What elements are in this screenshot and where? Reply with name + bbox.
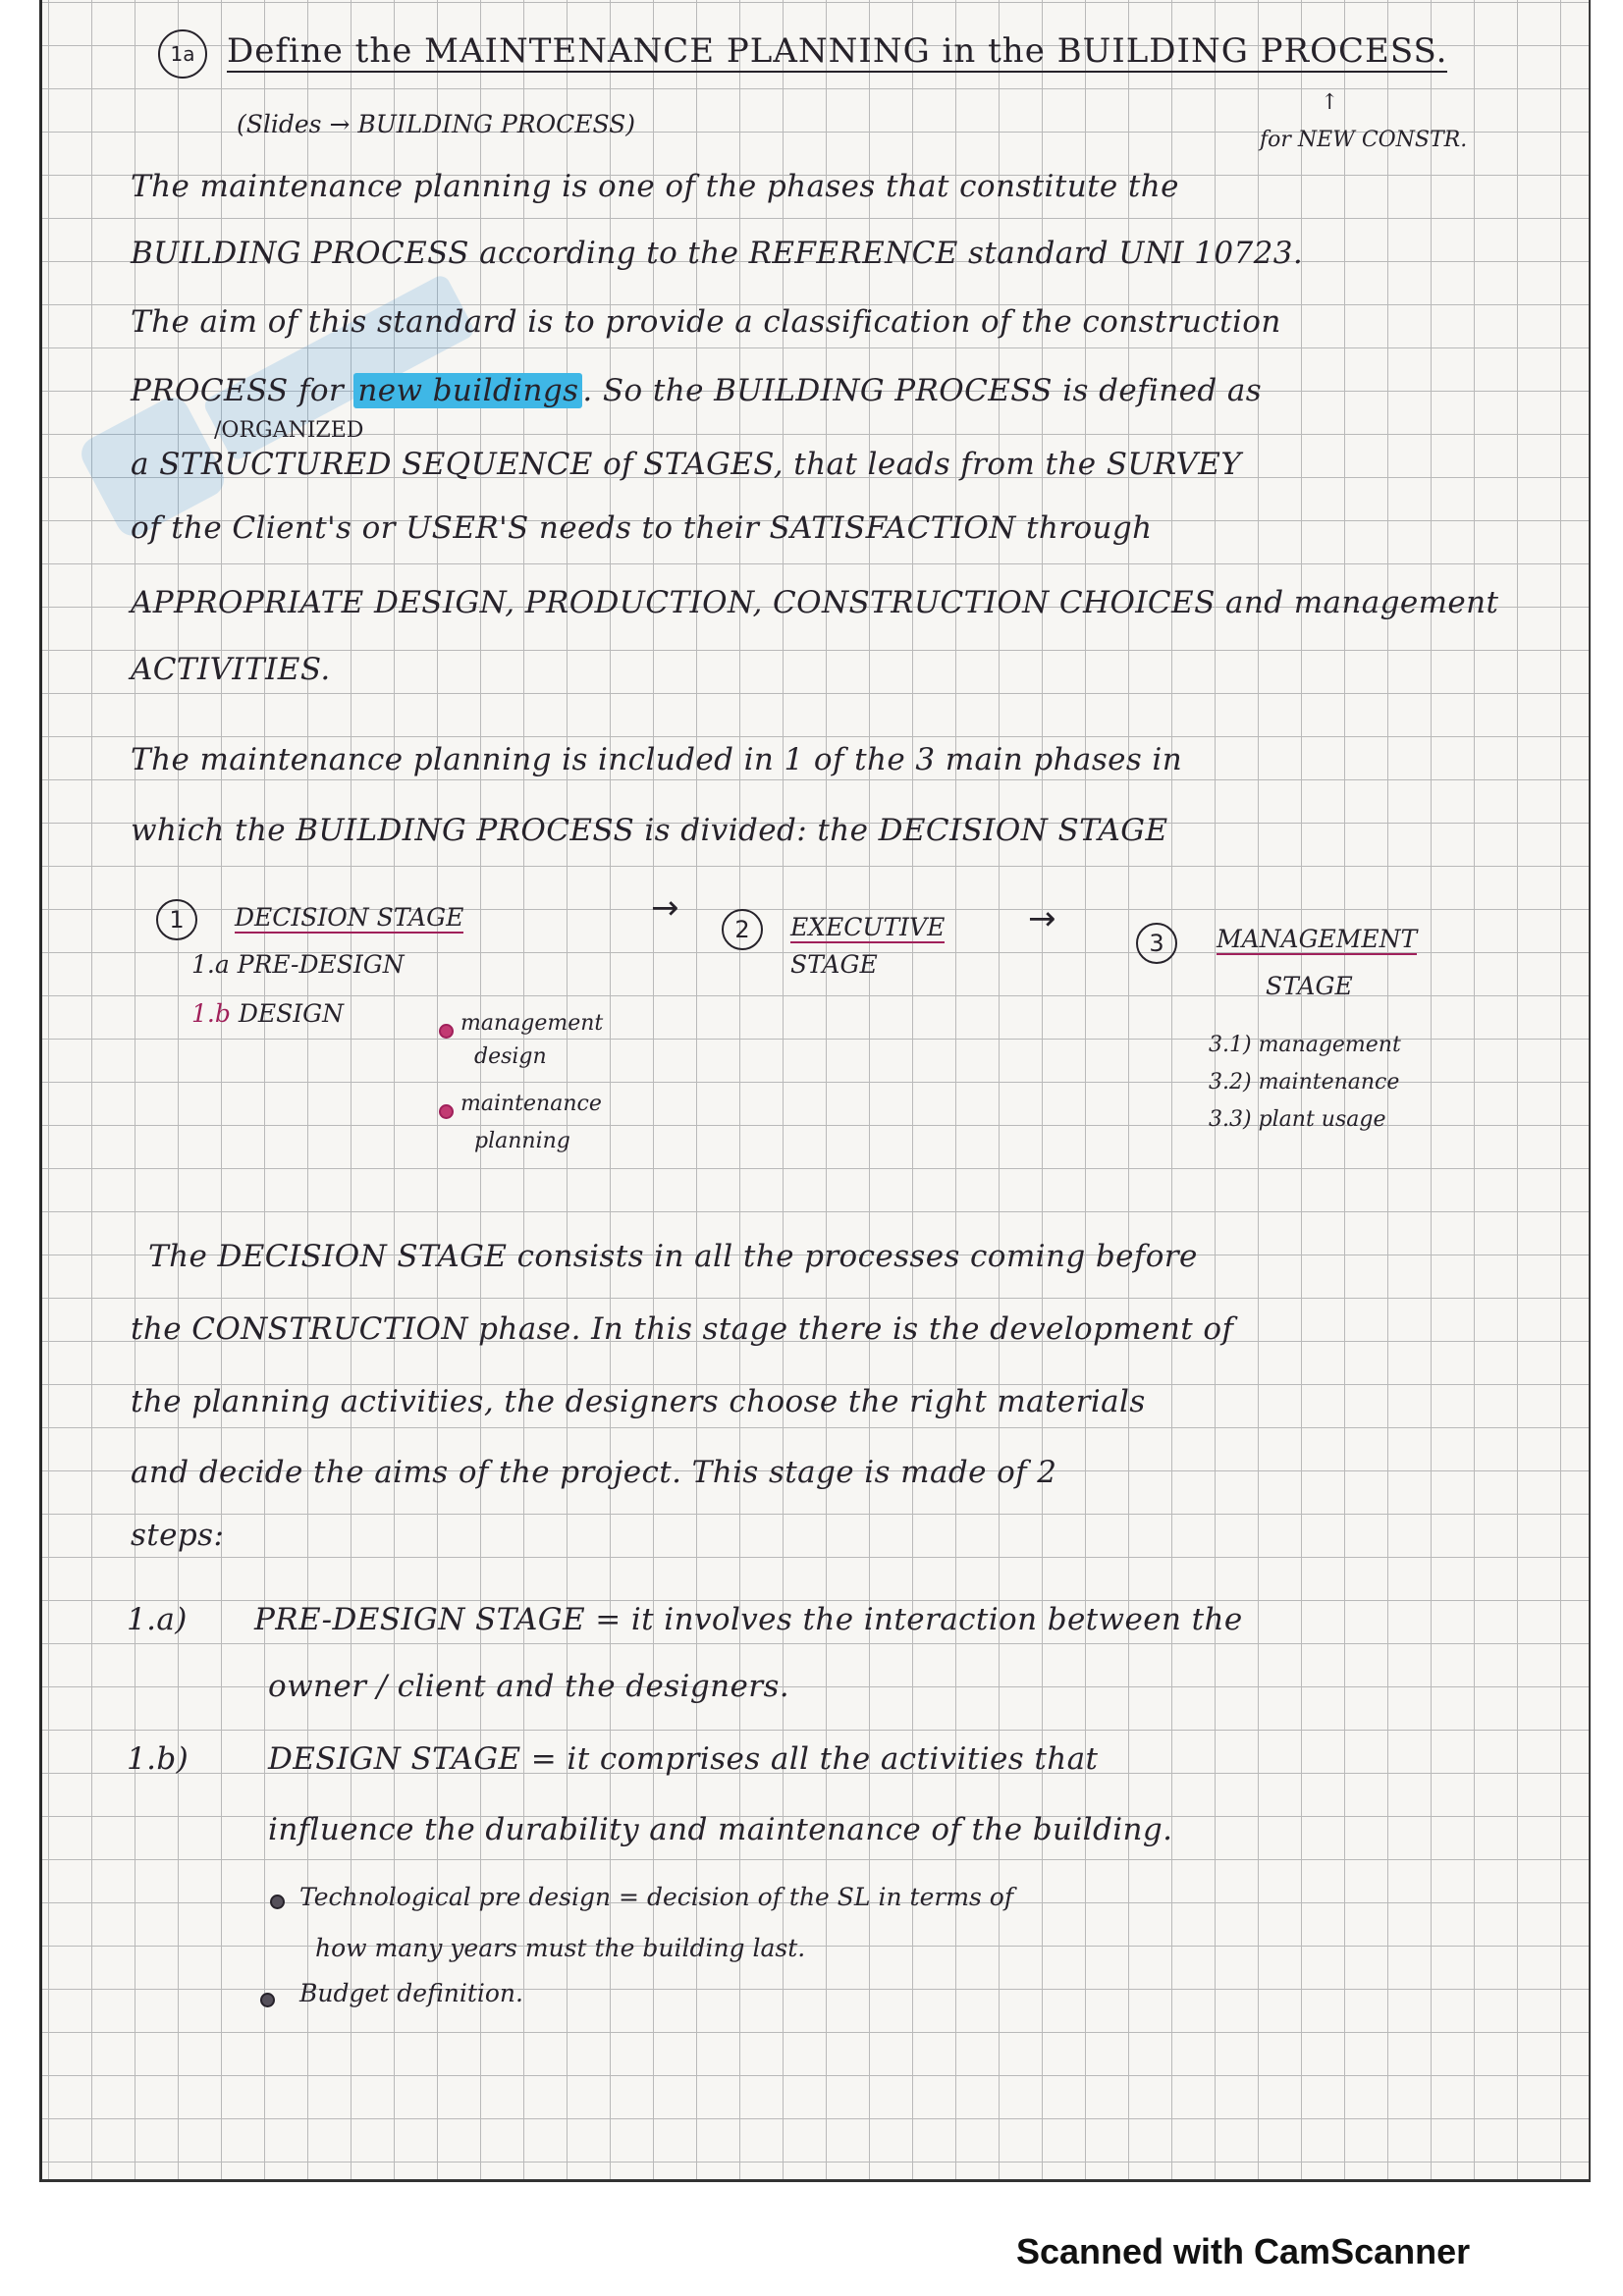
intro-line-8: ACTIVITIES.	[131, 652, 331, 687]
body-line-4: and decide the aims of the project. This stage is made of 2	[131, 1455, 1057, 1490]
stage-3-number: 3	[1136, 923, 1177, 964]
bullet-dot	[439, 1024, 454, 1039]
stage-1b-item	[191, 999, 344, 1028]
stage-3-item-3: 3.3) plant usage	[1209, 1107, 1386, 1132]
step-1b-text: DESIGN STAGE = it comprises all the activities that	[268, 1741, 1099, 1777]
caret-arrow: ↑	[1321, 90, 1339, 115]
intro-line-4-start: PROCESS for	[131, 373, 345, 408]
bullet-1-text: Technological pre design = decision of the SL in terms of	[299, 1883, 1014, 1911]
step-1a-label: 1.a)	[127, 1602, 188, 1637]
stage-1a-text: 1.a PRE-DESIGN	[191, 950, 405, 979]
side-note: for NEW CONSTR.	[1260, 128, 1468, 152]
stage-2-label-b: STAGE	[790, 950, 878, 979]
intro-line-1: The maintenance planning is one of the phases that constitute the	[131, 169, 1179, 204]
stage-3-label-b: STAGE	[1266, 972, 1353, 1000]
stage-3-item-2: 3.2) maintenance	[1209, 1070, 1400, 1095]
intro-line-3: The aim of this standard is to provide a classification of the construction	[131, 304, 1281, 340]
step-1a-text: PRE-DESIGN STAGE = it involves the interaction between the	[254, 1602, 1243, 1637]
stage-1b-number: 1.b	[191, 999, 231, 1028]
question-number-badge: 1a	[158, 29, 207, 79]
body-line-3: the planning activities, the designers choose the right materials	[131, 1384, 1146, 1419]
bullet-dot	[270, 1895, 285, 1909]
stage-3-label-a: MANAGEMENT	[1217, 925, 1418, 953]
step-1a-text-2: owner / client and the designers.	[268, 1669, 790, 1704]
design-item-1b: design	[474, 1044, 547, 1069]
bullet-dot	[439, 1104, 454, 1119]
intro-line-10: which the BUILDING PROCESS is divided: the DECISION STAGE	[131, 813, 1168, 848]
source-note: (Slides → BUILDING PROCESS)	[237, 110, 636, 138]
bullet-2-text: Budget definition.	[299, 1979, 523, 2007]
stage-1a-item	[191, 950, 405, 979]
arrow-1-to-2: →	[651, 888, 679, 928]
stage-1-label: DECISION STAGE	[235, 903, 464, 932]
stage-2-label-a: EXECUTIVE	[790, 913, 946, 941]
intro-line-2: BUILDING PROCESS according to the REFERENCE standard UNI 10723.	[131, 236, 1304, 271]
step-1b-label: 1.b)	[127, 1741, 189, 1777]
design-item-2b: planning	[474, 1129, 570, 1153]
intro-line-4	[131, 373, 1262, 408]
stage-1-number: 1	[156, 899, 197, 940]
scanner-footer: Scanned with CamScanner	[1016, 2231, 1471, 2271]
step-1b-text-2: influence the durability and maintenance of the building.	[268, 1812, 1173, 1847]
body-line-2: the CONSTRUCTION phase. In this stage there is the development of	[131, 1311, 1234, 1347]
body-line-5: steps:	[131, 1518, 225, 1553]
insert-note: /ORGANIZED	[214, 418, 364, 443]
bullet-dot	[260, 1993, 275, 2007]
intro-line-6: of the Client's or USER'S needs to their SATISFACTION through	[131, 510, 1153, 546]
body-line-1: The DECISION STAGE consists in all the processes coming before	[148, 1239, 1198, 1274]
notebook-page	[39, 0, 1591, 2182]
highlighted-text: new buildings	[353, 373, 582, 408]
arrow-2-to-3: →	[1028, 899, 1056, 938]
design-item-1a: management	[460, 1011, 604, 1036]
bullet-1-text-2: how many years must the building last.	[315, 1934, 806, 1962]
intro-line-5: a STRUCTURED SEQUENCE of STAGES, that leads from the SURVEY	[131, 447, 1242, 482]
design-item-2a: maintenance	[460, 1092, 602, 1116]
intro-line-9: The maintenance planning is included in 1 of the 3 main phases in	[131, 742, 1183, 777]
stage-2-number: 2	[722, 909, 763, 950]
stage-3-item-1: 3.1) management	[1209, 1033, 1401, 1057]
page-title: Define the MAINTENANCE PLANNING in the BUILDING PROCESS.	[227, 31, 1448, 71]
intro-line-7: APPROPRIATE DESIGN, PRODUCTION, CONSTRUCTION CHOICES and management	[131, 585, 1499, 620]
stage-1b-text: DESIGN	[238, 999, 344, 1028]
intro-line-4-end: . So the BUILDING PROCESS is defined as	[582, 373, 1263, 408]
